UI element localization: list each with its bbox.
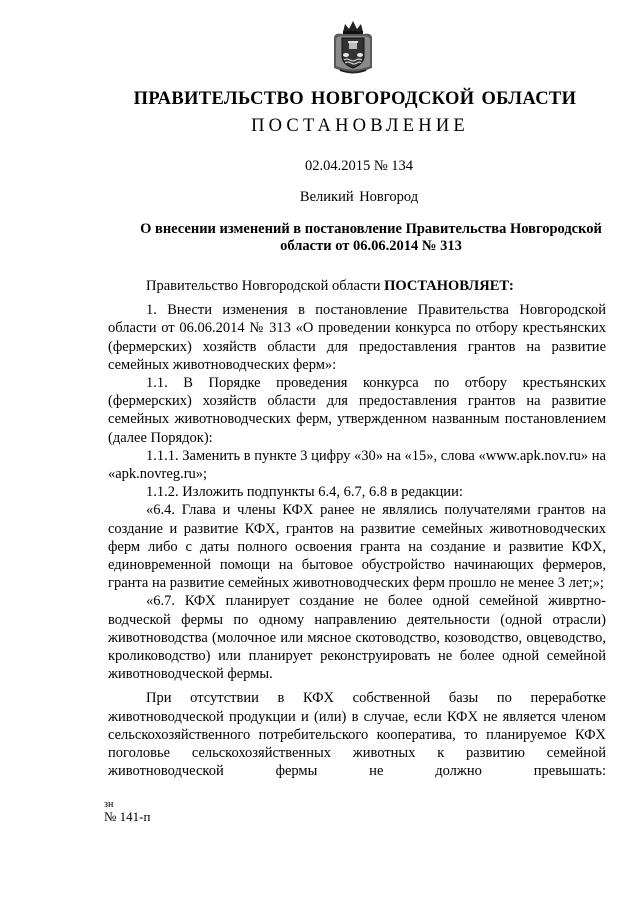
document-type: ПОСТАНОВЛЕНИЕ [251, 116, 469, 136]
paragraph-1-1: 1.1. В Порядке проведения конкурса по отбору крестьянских (фермерских) хозяйств области для предоставления грантов на развитие семейных животноводческих ферм, утвержденном названным постановлением (далее Порядок): [108, 375, 606, 446]
document-title: О внесении изменений в постановление Правительства Новгородской области от 06.06.2014 № 313 [140, 221, 602, 254]
footer-doc-number: № 141-п [104, 809, 151, 824]
executor-initials: зн [104, 799, 114, 810]
resolves-keyword: ПОСТАНОВЛЯЕТ: [384, 278, 514, 294]
document-body [108, 277, 606, 780]
intro-text: Правительство Новгородской области [146, 278, 385, 294]
document-footer [104, 800, 150, 824]
coat-of-arms-emblem [330, 18, 376, 76]
subparagraph-6-7: «6.7. КФХ планирует создание не более одной семейной живртно-водческой фермы по одному направлению деятельности (одной отрасли) животноводства (молочное или мясное скотоводство, козоводство, овцеводство, кролиководство) или планирует реконструировать не более одной семейной животноводческой фермы. [108, 593, 606, 683]
subparagraph-6-7-continued: При отсутствии в КФХ собственной базы по переработке животноводческой продукции и (или) в случае, если КФХ не является членом сельскохозяйственного потребительского кооператива, то планируемое КФХ поголовье сельскохозяйственных животных к развитию семейной животноводческой фермы не должно превышать: [108, 690, 606, 780]
paragraph-1-1-1: 1.1.1. Заменить в пункте 3 цифру «30» на «15», слова «www.apk.nov.ru» на «apk.novreg.ru»; [108, 447, 606, 483]
paragraph-1-1-2: 1.1.2. Изложить подпункты 6.4, 6.7, 6.8 в редакции: [146, 484, 463, 501]
paragraph-1: 1. Внести изменения в постановление Правительства Новгородской области от 06.06.2014 № 313 «О проведении конкурса по отбору крестьянских (фермерских) хозяйств области для предоставления грантов на развитие семейных животноводческих ферм»: [108, 302, 606, 373]
subparagraph-6-4: «6.4. Глава и члены КФХ ранее не являлись получателями грантов на создание и развитие КФХ, грантов на развитие семейных животноводческих ферм либо с даты полного освоения гранта на создание и развитие КФХ, единовременной помощи на бытовое обустройство начинающих фермеров, гранта на развитие семейных животноводческих ферм прошло не менее 3 лет;»; [108, 502, 606, 592]
date-and-number: 02.04.2015 № 134 [304, 158, 414, 174]
organization-name: ПРАВИТЕЛЬСТВО НОВГОРОДСКОЙ ОБЛАСТИ [133, 89, 577, 109]
resolution-intro [108, 277, 606, 295]
city: Великий Новгород [299, 189, 419, 205]
